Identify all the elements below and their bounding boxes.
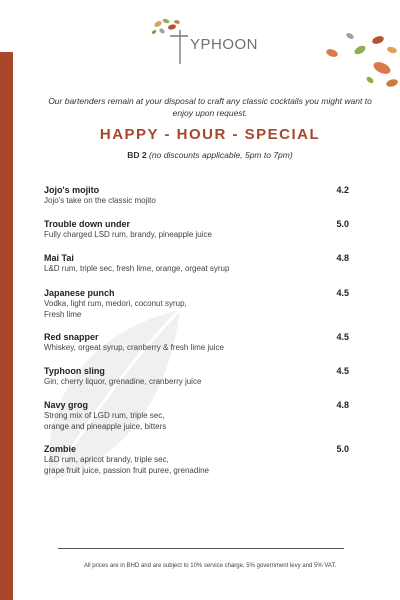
item-name: Navy grog (44, 400, 89, 410)
footer-divider (58, 548, 344, 549)
item-price: 5.0 (336, 444, 349, 454)
item-name: Typhoon sling (44, 366, 105, 376)
menu-item (44, 219, 349, 241)
item-name: Red snapper (44, 332, 99, 342)
item-name: Mai Tai (44, 253, 74, 263)
item-description: Fully charged LSD rum, brandy, pineapple juice (44, 230, 212, 239)
menu-item (44, 366, 349, 388)
item-price: 5.0 (336, 219, 349, 229)
left-accent-bar (0, 52, 13, 600)
item-name: Japanese punch (44, 288, 115, 298)
menu-item (44, 253, 349, 275)
item-price: 4.5 (336, 366, 349, 376)
menu-item (44, 332, 349, 354)
item-description: Strong mix of LGD rum, triple sec, orange and pineapple juice, bitters (44, 411, 167, 431)
item-price: 4.5 (336, 332, 349, 342)
item-price: 4.8 (336, 253, 349, 263)
item-price: 4.8 (336, 400, 349, 410)
intro-text: Our bartenders remain at your disposal to craft any classic cocktails you might want to enjoy upon request. (48, 96, 372, 118)
item-description: Vodka, light rum, medori, coconut syrup, Fresh lime (44, 299, 187, 319)
item-name: Trouble down under (44, 219, 130, 229)
happy-hour-price: BD 2 (127, 150, 147, 160)
item-description: Whiskey, orgeat syrup, cranberry & fresh lime juice (44, 343, 224, 352)
item-price: 4.2 (336, 185, 349, 195)
happy-hour-note: (no discounts applicable, 5pm to 7pm) (149, 150, 293, 160)
item-price: 4.5 (336, 288, 349, 298)
headline: HAPPY - HOUR - SPECIAL (99, 126, 321, 143)
brand-name: YPHOON (190, 36, 259, 53)
price-subline (40, 150, 380, 160)
menu-item (44, 185, 349, 207)
item-description: Gin, cherry liquor, grenadine, cranberry juice (44, 377, 202, 386)
menu-item (44, 288, 349, 320)
menu-item (44, 444, 349, 476)
item-description: L&D rum, apricot brandy, triple sec, grape fruit juice, passion fruit puree, grenadine (44, 455, 209, 475)
footer-note: All prices are in BHD and are subject to 10% service charge, 5% government levy and 5% VAT. (83, 563, 337, 569)
item-name: Zombie (44, 444, 77, 454)
decorative-leaves-icon (320, 28, 400, 98)
item-name: Jojo's mojito (44, 185, 100, 195)
item-description: L&D rum, triple sec, fresh lime, orange, orgeat syrup (44, 264, 230, 273)
item-description: Jojo's take on the classic mojito (44, 196, 156, 205)
menu-item (44, 400, 349, 432)
